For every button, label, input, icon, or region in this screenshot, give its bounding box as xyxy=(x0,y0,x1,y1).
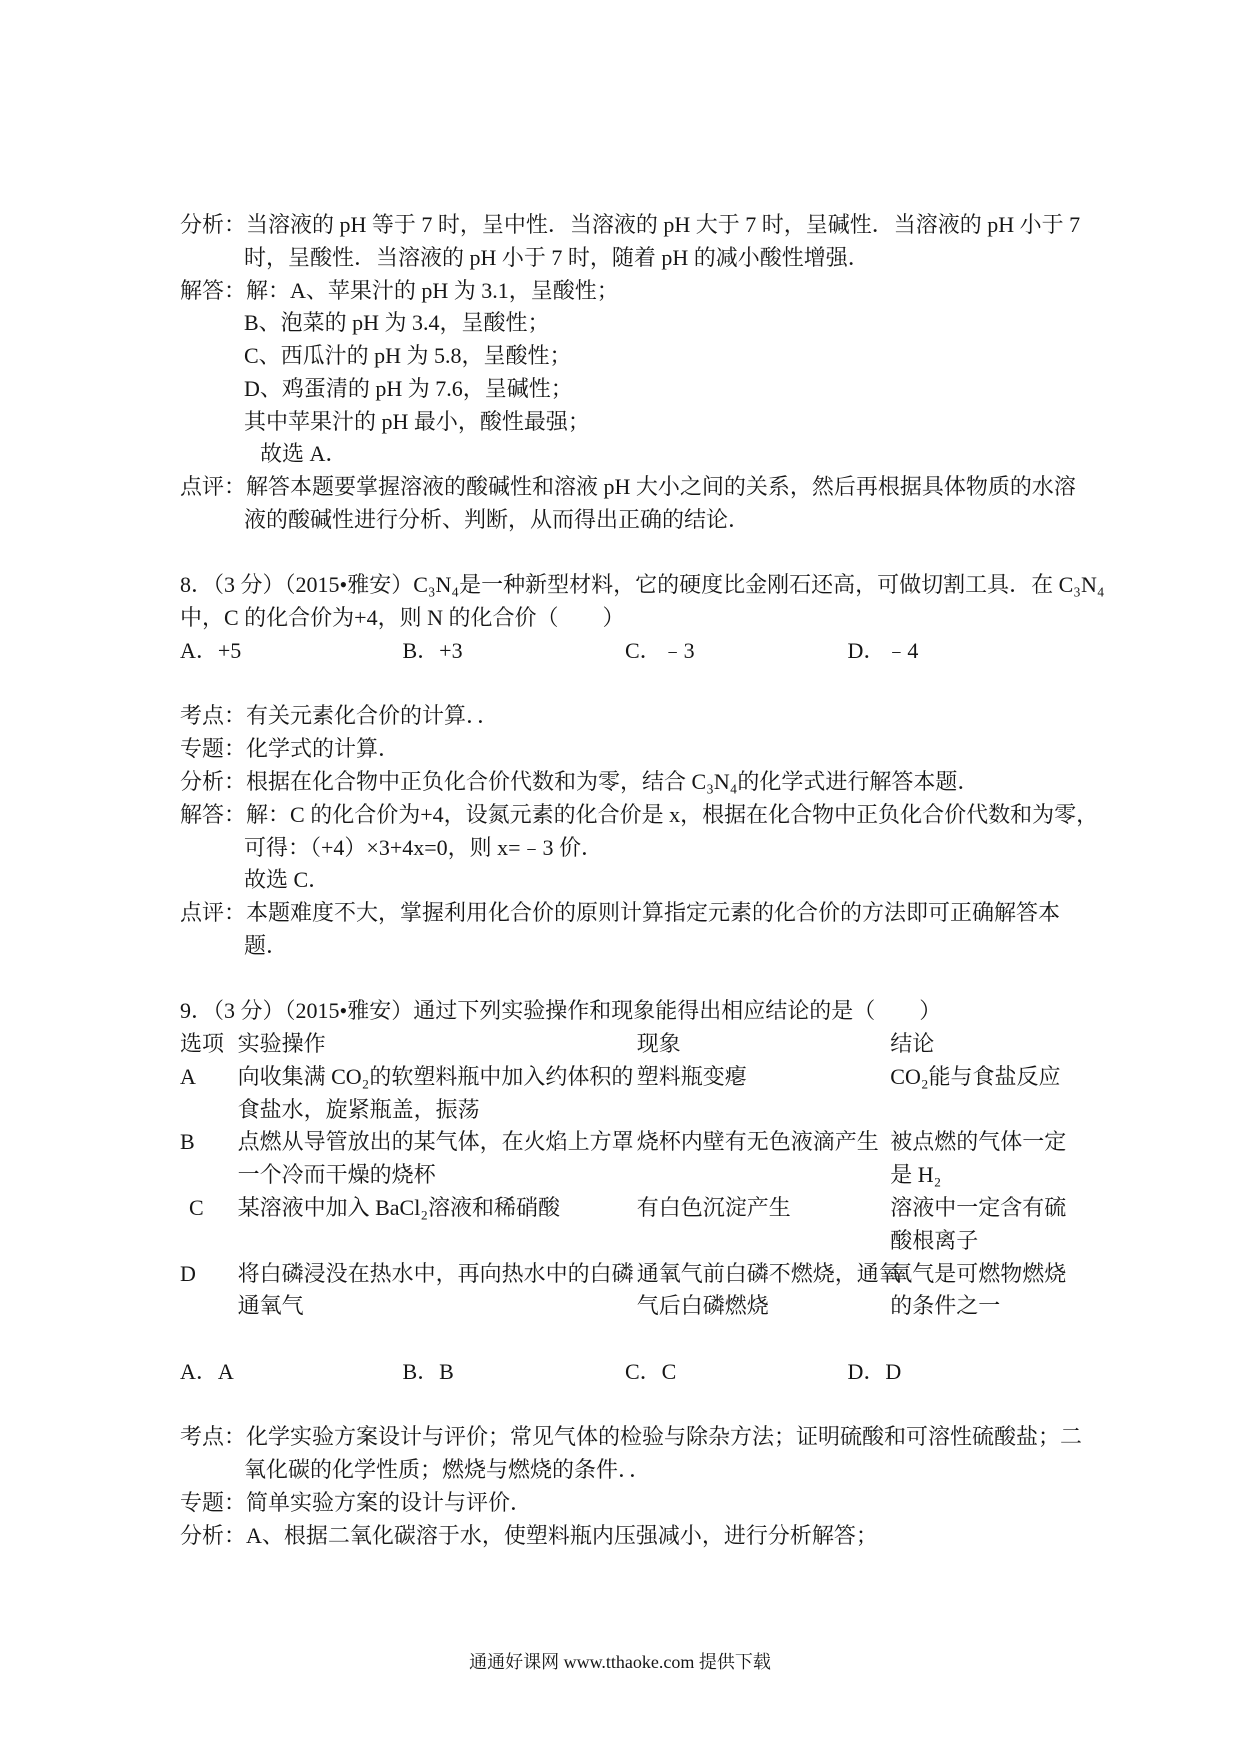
cell-option: C xyxy=(189,1194,204,1220)
solution-label: 解答： xyxy=(180,801,247,827)
cell-phenomenon: 烧杯内壁有无色液滴产生 xyxy=(636,1129,879,1155)
text-line: 可得：（+4）×3+4x=0，则 x=﹣3 价． xyxy=(244,834,604,860)
cell-conclusion: 氧气是可燃物燃烧 xyxy=(890,1260,1067,1286)
analysis-label: 分析： xyxy=(180,212,247,237)
comment-label: 点评： xyxy=(180,474,247,500)
cell-phenomenon: 塑料瓶变瘪 xyxy=(636,1063,747,1089)
cell-phenomenon: 通氧气前白磷不燃烧，通氧 xyxy=(636,1260,901,1286)
blank-line xyxy=(180,1323,1140,1356)
q8-analysis xyxy=(180,766,1140,799)
q8-solution xyxy=(180,799,1140,832)
text-line: 氧化碳的化学性质；燃烧与燃烧的条件．． xyxy=(244,1457,652,1483)
q7-comment xyxy=(180,471,1140,504)
cell-option: B xyxy=(180,1129,195,1155)
text-line: 化学式的计算． xyxy=(246,736,401,762)
cell-operation: 向收集满 CO₂的软塑料瓶中加入约体积的 xyxy=(237,1063,634,1089)
cell-operation: 一个冷而干燥的烧杯 xyxy=(237,1162,436,1188)
table-row xyxy=(180,1061,1140,1094)
q7-analysis xyxy=(180,209,1140,242)
blank-line xyxy=(180,537,1140,570)
text-line: A、根据二氧化碳溶于水，使塑料瓶内压强减小，进行分析解答； xyxy=(246,1522,878,1548)
solution-label: 解答： xyxy=(180,277,247,303)
q9-kaodian xyxy=(180,1421,1140,1454)
text-line: 解：A、苹果汁的 pH 为 3.1，呈酸性； xyxy=(246,277,619,303)
option-b: B．+3 xyxy=(402,637,463,663)
text-line: B、泡菜的 pH 为 3.4，呈酸性； xyxy=(244,310,550,336)
cell-option: A xyxy=(180,1063,196,1089)
kaodian-label: 考点： xyxy=(180,1424,247,1450)
option-a: A．A xyxy=(180,1358,234,1384)
text-line: 题． xyxy=(244,932,289,958)
table-row xyxy=(180,1192,1140,1225)
page-footer: 通通好课网 www.tthaoke.com 提供下载 xyxy=(469,1652,771,1672)
page-content xyxy=(180,209,1140,1552)
answer-choice-line: 故选 A． xyxy=(260,441,348,467)
text-line: C、西瓜汁的 pH 为 5.8，呈酸性； xyxy=(244,343,572,369)
blank-line xyxy=(180,963,1140,996)
text-line: 解答本题要掌握溶液的酸碱性和溶液 pH 大小之间的关系，然后再根据具体物质的水溶 xyxy=(246,474,1076,500)
cell-option: D xyxy=(180,1260,196,1286)
text-line: 当溶液的 pH 等于 7 时，呈中性．当溶液的 pH 大于 7 时，呈碱性．当溶液的 pH 小于 7 xyxy=(246,212,1081,237)
cell-operation: 某溶液中加入 BaCl₂溶液和稀硝酸 xyxy=(237,1194,560,1220)
text-line: 时，呈酸性．当溶液的 pH 小于 7 时，随着 pH 的减小酸性增强． xyxy=(244,244,870,270)
option-d: D．﹣4 xyxy=(847,637,919,663)
option-a: A．+5 xyxy=(180,637,242,663)
table-header xyxy=(180,1028,1140,1061)
text-line: 解：C 的化合价为+4，设氮元素的化合价是 x，根据在化合物中正负化合价代数和为零， xyxy=(246,801,1099,827)
q8-stem: 8．（3 分）（2015•雅安）C₃N₄是一种新型材料，它的硬度比金刚石还高，可做切割工具．在 C₃N₄ xyxy=(180,572,1105,598)
option-d: D．D xyxy=(847,1358,902,1384)
text-line: 简单实验方案的设计与评价． xyxy=(246,1489,533,1515)
cell-operation: 点燃从导管放出的某气体，在火焰上方罩 xyxy=(237,1129,634,1155)
text-line: 有关元素化合价的计算．． xyxy=(246,703,500,729)
option-b: B．B xyxy=(402,1358,454,1384)
q8-zhuanti xyxy=(180,733,1140,766)
q9-options xyxy=(180,1356,1140,1389)
header-phenomenon: 现象 xyxy=(636,1031,681,1057)
cell-conclusion: CO₂能与食盐反应 xyxy=(890,1063,1061,1089)
table-row xyxy=(180,1126,1140,1159)
header-operation: 实验操作 xyxy=(237,1031,326,1057)
text-line: 本题难度不大，掌握利用化合价的原则计算指定元素的化合价的方法即可正确解答本 xyxy=(246,900,1061,926)
blank-line xyxy=(180,1389,1140,1422)
q9-zhuanti xyxy=(180,1487,1140,1520)
header-option: 选项 xyxy=(180,1031,225,1057)
text-line: 其中苹果汁的 pH 最小，酸性最强； xyxy=(244,408,590,434)
q7-solution xyxy=(180,275,1140,308)
q9-stem: 9．（3 分）（2015•雅安）通过下列实验操作和现象能得出相应结论的是（ ） xyxy=(180,998,942,1024)
cell-operation: 通氧气 xyxy=(237,1293,304,1319)
answer-choice-line: 故选 C． xyxy=(244,867,331,893)
blank-line xyxy=(180,668,1140,701)
kaodian-label: 考点： xyxy=(180,703,247,729)
table-row-cont xyxy=(180,1225,1140,1258)
analysis-label: 分析： xyxy=(180,769,247,795)
q8-kaodian xyxy=(180,700,1140,733)
cell-conclusion: 是 H₂ xyxy=(890,1162,942,1188)
cell-conclusion: 溶液中一定含有硫 xyxy=(890,1194,1067,1220)
zhuanti-label: 专题： xyxy=(180,1489,247,1515)
text-line: 液的酸碱性进行分析、判断，从而得出正确的结论． xyxy=(244,506,751,532)
q8-options xyxy=(180,635,1140,668)
zhuanti-label: 专题： xyxy=(180,736,247,762)
cell-conclusion: 被点燃的气体一定 xyxy=(890,1129,1067,1155)
q8-comment xyxy=(180,897,1140,930)
text-line: D、鸡蛋清的 pH 为 7.6，呈碱性； xyxy=(244,375,573,401)
option-c: C．﹣3 xyxy=(625,637,695,663)
cell-phenomenon: 有白色沉淀产生 xyxy=(636,1194,791,1220)
option-c: C．C xyxy=(625,1358,677,1384)
table-row-cont xyxy=(180,1094,1140,1127)
q8-stem-cont: 中，C 的化合价为+4，则 N 的化合价（ ） xyxy=(180,605,625,631)
cell-operation: 将白磷浸没在热水中，再向热水中的白磷 xyxy=(237,1260,634,1286)
cell-conclusion: 的条件之一 xyxy=(890,1293,1001,1319)
text-line: 根据在化合物中正负化合价代数和为零，结合 C₃N₄的化学式进行解答本题． xyxy=(246,769,980,795)
comment-label: 点评： xyxy=(180,900,247,926)
text-line: 化学实验方案设计与评价；常见气体的检验与除杂方法；证明硫酸和可溶性硫酸盐；二 xyxy=(246,1424,1083,1450)
analysis-label: 分析： xyxy=(180,1522,247,1548)
header-conclusion: 结论 xyxy=(890,1031,935,1057)
cell-phenomenon: 气后白磷燃烧 xyxy=(636,1293,769,1319)
table-row-cont xyxy=(180,1290,1140,1323)
q9-analysis xyxy=(180,1520,1140,1553)
table-row xyxy=(180,1258,1140,1291)
table-row-cont xyxy=(180,1159,1140,1192)
cell-operation: 食盐水，旋紧瓶盖，振荡 xyxy=(237,1096,480,1122)
cell-conclusion: 酸根离子 xyxy=(890,1227,979,1253)
